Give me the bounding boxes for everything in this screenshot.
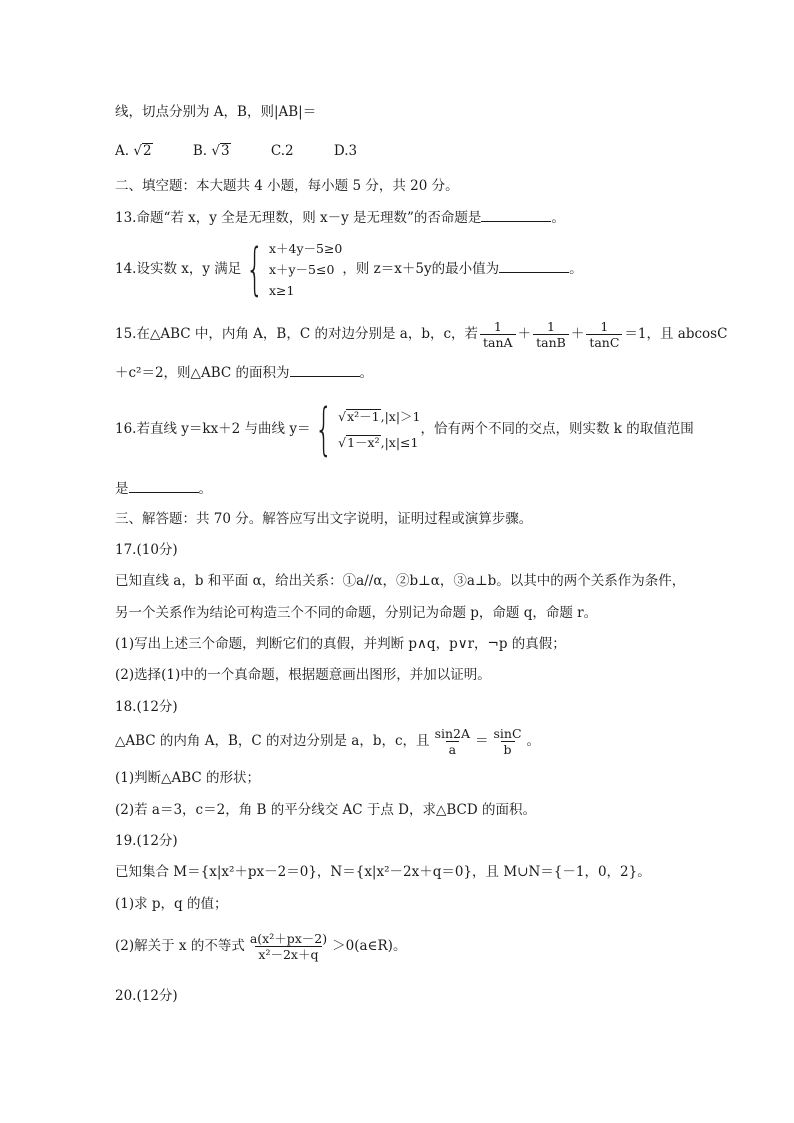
q18-part-2: (2)若 a＝3，c＝2，角 B 的平分线交 AC 于点 D，求△BCD 的面积。 <box>115 802 536 818</box>
answer-blank <box>481 207 551 222</box>
q13: 13.命题“若 x，y 全是无理数，则 x－y 是无理数”的否命题是 。 <box>115 207 565 228</box>
q15-line2: ＋c²＝2，则△ABC 的面积为 。 <box>115 362 373 383</box>
option-d: D.3 <box>333 143 358 159</box>
q18-part-1: (1)判断△ABC 的形状； <box>115 770 261 786</box>
q14-system: { x＋4y－5≥0 x＋y－5≤0 x≥1 <box>246 236 343 302</box>
answer-blank <box>499 258 569 273</box>
q19-number: 19.(12分) <box>115 833 178 849</box>
q14: 14.设实数 x，y 满足 { x＋4y－5≥0 x＋y－5≤0 x≥1 ，则 z＝x＋5y的最小值为 。 <box>115 236 583 302</box>
answer-blank <box>129 478 199 493</box>
answer-blank <box>290 362 360 377</box>
fraction: $\frac{1}{\tan B}$ <box>533 319 569 350</box>
fraction: $\frac{1}{\tan C}$ <box>586 319 622 350</box>
q17-number: 17.(10分) <box>115 542 178 558</box>
option-a: A. √2 <box>115 143 152 159</box>
q16-line1: 16.若直线 y＝kx＋2 与曲线 y＝ { √x²－1,|x|＞1 √1－x²,|x|≤1 ，恰有两个不同的交点，则实数 k 的取值范围 <box>115 396 694 462</box>
q15-line1: 15.在△ABC 中，内角 A，B，C 的对边分别是 a，b，c，若 $\frac{1}{\tan A}$ ＋ $\frac{1}{\tan B}$ ＋ $\frac{1}{\tan C}$ ＝1，且 abcosC <box>115 319 728 350</box>
q17-stem-1: 已知直线 a，b 和平面 α，给出关系：①a//α，②b⊥α，③a⊥b。以其中的两个关系作为条件， <box>115 573 686 589</box>
option-c: C.2 <box>270 143 294 159</box>
q12-options <box>115 141 393 161</box>
q16-piecewise: { √x²－1,|x|＞1 √1－x²,|x|≤1 <box>315 396 421 462</box>
fraction: $\frac{1}{\tan A}$ <box>480 319 516 350</box>
q19-part-2: (2)解关于 x 的不等式 $\frac{\text{a(x²＋px－2)}}{\text{x²－2x＋q}}$ ＞0(a∈R)。 <box>115 931 407 962</box>
q17-part-2: (2)选择(1)中的一个真命题，根据题意画出图形，并加以证明。 <box>115 667 491 683</box>
fraction: $\frac{\sin C}{b}$ <box>493 726 522 757</box>
q18-number: 18.(12分) <box>115 699 178 715</box>
section2-header: 二、填空题：本大题共 4 小题，每小题 5 分，共 20 分。 <box>115 178 459 194</box>
q18-stem: △ABC 的内角 A，B，C 的对边分别是 a，b，c，且 $\frac{\sin 2A}{a}$ ＝ $\frac{\sin C}{b}$ 。 <box>115 726 541 757</box>
q20-number: 20.(12分) <box>115 988 178 1004</box>
option-b: B. √3 <box>192 143 230 159</box>
q17-part-1: (1)写出上述三个命题，判断它们的真假，并判断 p∧q，p∨r，¬p 的真假； <box>115 636 566 652</box>
fraction: $\frac{\sin 2A}{a}$ <box>434 726 471 757</box>
q16-line2: 是 。 <box>115 478 212 499</box>
q19-stem: 已知集合 M＝{x|x²＋px－2＝0}，N＝{x|x²－2x＋q＝0}，且 M∪N＝{－1，0，2}。 <box>115 864 651 880</box>
q12-tail: 线，切点分别为 A，B，则|AB|＝ <box>115 104 317 120</box>
fraction: $\frac{\text{a(x²＋px－2)}}{\text{x²－2x＋q}}$ <box>249 931 328 962</box>
q19-part-1: (1)求 p，q 的值； <box>115 896 228 912</box>
q17-stem-2: 另一个关系作为结论可构造三个不同的命题，分别记为命题 p，命题 q，命题 r。 <box>115 605 598 621</box>
section3-header: 三、解答题：共 70 分。解答应写出文字说明，证明过程或演算步骤。 <box>115 511 533 527</box>
